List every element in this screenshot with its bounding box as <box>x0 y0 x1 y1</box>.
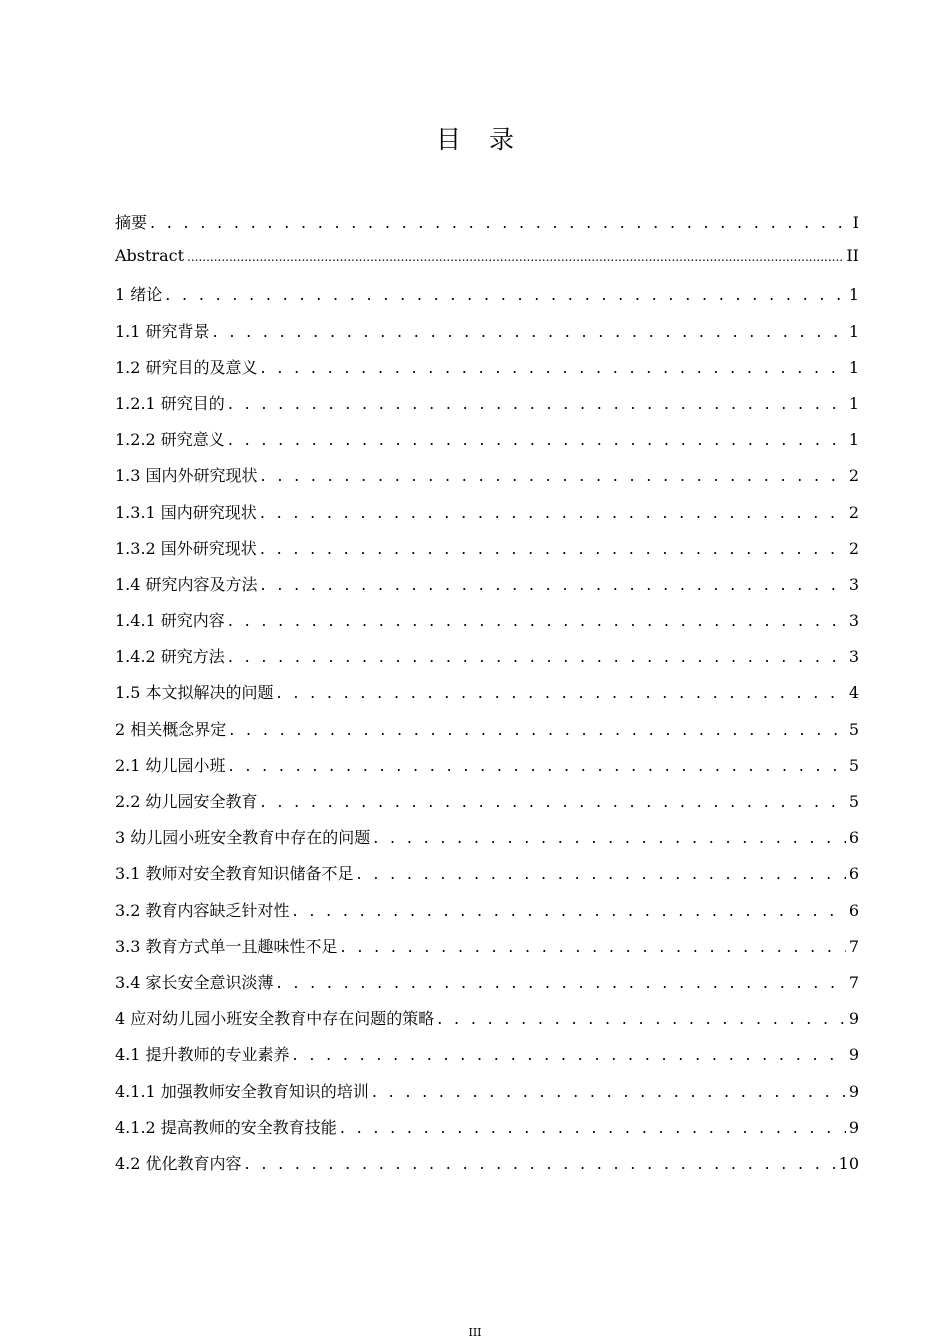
toc-dot-leader <box>213 322 846 341</box>
toc-entry-label: 1.4 研究内容及方法 <box>115 574 258 594</box>
toc-entry-label: 1.2 研究目的及意义 <box>115 357 258 377</box>
toc-dot-leader <box>260 503 846 522</box>
toc-entry[interactable] <box>115 355 859 391</box>
toc-entry[interactable] <box>115 970 859 1006</box>
toc-entry-page: 10 <box>838 1153 859 1173</box>
toc-dot-leader <box>229 756 846 775</box>
toc-entry-label: 1.4.2 研究方法 <box>115 647 225 667</box>
toc-entry[interactable] <box>115 680 859 716</box>
toc-entry[interactable] <box>115 210 859 246</box>
toc-entry-label: 1.3.1 国内研究现状 <box>115 502 257 522</box>
toc-entry-label: 4.1.2 提高教师的安全教育技能 <box>115 1117 337 1137</box>
toc-entry[interactable] <box>115 1006 859 1042</box>
toc-entry-label: 4.1.1 加强教师安全教育知识的培训 <box>115 1081 369 1101</box>
toc-entry[interactable] <box>115 391 859 427</box>
toc-entry-page: 7 <box>848 936 859 956</box>
toc-entry[interactable] <box>115 825 859 861</box>
table-of-contents <box>115 210 859 1187</box>
toc-entry[interactable] <box>115 1079 859 1115</box>
toc-entry-page: 9 <box>848 1045 859 1065</box>
toc-entry-label: 4 应对幼儿园小班安全教育中存在问题的策略 <box>115 1009 435 1029</box>
toc-entry-page: 2 <box>848 502 859 522</box>
toc-entry-label: 1.3 国内外研究现状 <box>115 466 258 486</box>
toc-entry-label: 2.1 幼儿园小班 <box>115 755 226 775</box>
toc-entry-page: 6 <box>848 828 859 848</box>
toc-entry-label: 3.4 家长安全意识淡薄 <box>115 972 274 992</box>
toc-entry-label: 1.2.2 研究意义 <box>115 430 225 450</box>
toc-entry[interactable] <box>115 282 859 318</box>
toc-entry[interactable] <box>115 319 859 355</box>
toc-entry-label: 1.2.1 研究目的 <box>115 393 225 413</box>
toc-entry-page: 4 <box>848 683 859 703</box>
toc-dot-leader <box>261 358 846 377</box>
toc-dot-leader <box>277 973 846 992</box>
toc-entry-page: 1 <box>848 430 859 450</box>
toc-entry-label: 2 相关概念界定 <box>115 719 227 739</box>
toc-entry[interactable] <box>115 1151 859 1187</box>
toc-dot-leader <box>357 864 846 883</box>
toc-entry-label: 2.2 幼儿园安全教育 <box>115 792 258 811</box>
toc-dot-leader <box>229 720 846 739</box>
toc-entry-page: 9 <box>848 1009 859 1029</box>
toc-entry-page: 5 <box>848 719 859 739</box>
toc-entry-page: 2 <box>848 466 859 486</box>
toc-entry-page: 3 <box>848 611 859 631</box>
toc-entry-page: 1 <box>848 393 859 413</box>
toc-entry-page: 1 <box>848 321 859 341</box>
toc-entry-page: 6 <box>848 900 859 920</box>
toc-dot-leader <box>260 539 846 558</box>
toc-dot-leader <box>261 466 846 485</box>
toc-entry-label: 1.3.2 国外研究现状 <box>115 538 257 558</box>
toc-entry[interactable] <box>115 572 859 608</box>
toc-entry-label: 1.5 本文拟解决的问题 <box>115 683 274 703</box>
toc-dot-leader <box>341 937 846 956</box>
toc-entry[interactable] <box>115 608 859 644</box>
toc-entry[interactable] <box>115 246 859 282</box>
toc-entry-label: 4.2 优化教育内容 <box>115 1153 242 1173</box>
footer-page-number: III <box>468 1326 482 1339</box>
toc-dot-leader <box>228 611 846 630</box>
toc-entry-label: 4.1 提升教师的专业素养 <box>115 1045 290 1065</box>
toc-entry[interactable] <box>115 753 859 789</box>
toc-entry-page: 3 <box>848 574 859 594</box>
toc-entry[interactable] <box>115 789 859 825</box>
toc-entry-page: 1 <box>848 357 859 377</box>
toc-entry-label: 1 绪论 <box>115 285 163 305</box>
toc-dot-leader <box>340 1118 846 1137</box>
toc-dot-leader <box>277 683 846 702</box>
toc-entry-page: 1 <box>848 285 859 305</box>
toc-entry[interactable] <box>115 898 859 934</box>
toc-entry-label: 3.2 教育内容缺乏针对性 <box>115 900 290 920</box>
toc-dot-leader <box>228 647 846 666</box>
toc-entry-label: 3 幼儿园小班安全教育中存在的问题 <box>115 828 371 848</box>
toc-dot-leader <box>165 285 846 304</box>
toc-dot-leader <box>293 901 846 920</box>
toc-dot-leader <box>373 828 846 847</box>
toc-entry-label: 3.1 教师对安全教育知识储备不足 <box>115 864 354 884</box>
toc-entry[interactable] <box>115 1115 859 1151</box>
toc-dot-leader <box>437 1009 846 1028</box>
toc-entry[interactable] <box>115 536 859 572</box>
toc-entry[interactable] <box>115 934 859 970</box>
toc-entry-page: 9 <box>848 1081 859 1101</box>
toc-dot-leader <box>261 575 846 594</box>
toc-entry[interactable] <box>115 463 859 499</box>
toc-dot-leader <box>150 213 850 232</box>
toc-entry-page: 5 <box>848 792 859 811</box>
toc-entry-page: 3 <box>848 647 859 667</box>
toc-entry-label: 1.1 研究背景 <box>115 321 210 341</box>
toc-entry[interactable] <box>115 717 859 753</box>
toc-title: 目录 <box>435 125 542 154</box>
toc-entry-label: 摘要 <box>115 213 148 232</box>
toc-dot-leader <box>187 250 843 264</box>
toc-entry-page: II <box>846 246 859 266</box>
toc-entry-page: 7 <box>848 972 859 992</box>
toc-dot-leader <box>228 430 846 449</box>
toc-entry-page: 5 <box>848 755 859 775</box>
toc-entry-page: I <box>852 213 859 232</box>
toc-entry-label: 1.4.1 研究内容 <box>115 611 225 631</box>
toc-entry[interactable] <box>115 644 859 680</box>
toc-entry[interactable] <box>115 1042 859 1078</box>
toc-entry[interactable] <box>115 427 859 463</box>
toc-dot-leader <box>372 1082 846 1101</box>
toc-dot-leader <box>228 394 846 413</box>
toc-entry[interactable] <box>115 500 859 536</box>
toc-entry-page: 9 <box>848 1117 859 1137</box>
toc-dot-leader <box>293 1045 846 1064</box>
toc-entry-label: Abstract <box>115 246 185 266</box>
toc-entry-page: 6 <box>848 864 859 884</box>
toc-entry-label: 3.3 教育方式单一且趣味性不足 <box>115 936 338 956</box>
toc-entry[interactable] <box>115 861 859 897</box>
toc-dot-leader <box>245 1154 836 1173</box>
toc-dot-leader <box>261 792 846 811</box>
toc-entry-page: 2 <box>848 538 859 558</box>
